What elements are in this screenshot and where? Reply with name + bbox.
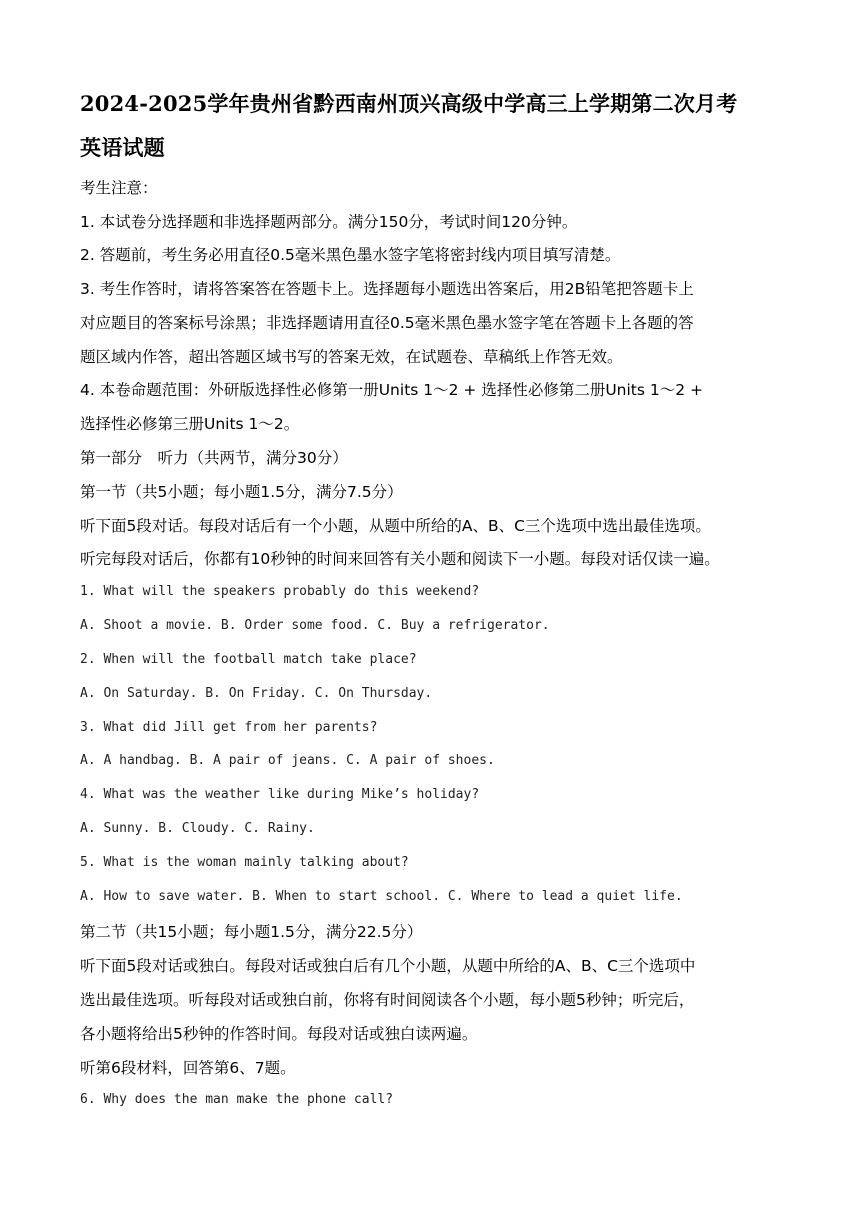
- question-options: A. Shoot a movie. B. Order some food. C. Buy a refrigerator.: [80, 618, 550, 633]
- section2-instruction: 选出最佳选项。听每段对话或独白前，你将有时间阅读各个小题，每小题5秒钟；听完后，: [80, 991, 695, 1009]
- exam-title-line1: 2024-2025学年贵州省黔西南州顶兴高级中学高三上学期第二次月考: [80, 91, 738, 116]
- question-options: A. On Saturday. B. On Friday. C. On Thursday.: [80, 686, 433, 701]
- section2-heading: 第二节（共15小题；每小题1.5分，满分22.5分）: [80, 923, 423, 941]
- notice-item-continued: 题区域内作答，超出答题区域书写的答案无效，在试题卷、草稿纸上作答无效。: [80, 348, 623, 366]
- notice-item-continued: 对应题目的答案标号涂黑；非选择题请用直径0.5毫米黑色墨水签字笔在答题卡上各题的答: [80, 314, 694, 332]
- notice-item: 1. 本试卷分选择题和非选择题两部分。满分150分，考试时间120分钟。: [80, 213, 578, 231]
- section2-instruction: 听下面5段对话或独白。每段对话或独白后有几个小题，从题中所给的A、B、C三个选项中: [80, 957, 696, 975]
- section1-heading: 第一节（共5小题；每小题1.5分，满分7.5分）: [80, 483, 403, 501]
- question-text: 1. What will the speakers probably do this weekend?: [80, 584, 480, 599]
- question-text: 2. When will the football match take place?: [80, 652, 417, 667]
- notice-item-continued: 选择性必修第三册Units 1～2。: [80, 415, 300, 433]
- question-options: A. Sunny. B. Cloudy. C. Rainy.: [80, 821, 315, 836]
- material6-heading: 听第6段材料，回答第6、7题。: [80, 1059, 296, 1077]
- section1-instruction: 听完每段对话后，你都有10秒钟的时间来回答有关小题和阅读下一小题。每段对话仅读一遍。: [80, 550, 720, 568]
- section2-instruction: 各小题将给出5秒钟的作答时间。每段对话或独白读两遍。: [80, 1025, 478, 1043]
- exam-title-line2: 英语试题: [80, 135, 165, 160]
- notice-item: 3. 考生作答时，请将答案答在答题卡上。选择题每小题选出答案后，用2B铅笔把答题卡上: [80, 280, 694, 298]
- section1-instruction: 听下面5段对话。每段对话后有一个小题，从题中所给的A、B、C三个选项中选出最佳选项。: [80, 517, 711, 535]
- question-text: 3. What did Jill get from her parents?: [80, 720, 378, 735]
- question-text: 6. Why does the man make the phone call?: [80, 1092, 394, 1107]
- question-options: A. How to save water. B. When to start school. C. Where to lead a quiet life.: [80, 889, 683, 904]
- notice-item: 2. 答题前，考生务必用直径0.5毫米黑色墨水签字笔将密封线内项目填写清楚。: [80, 246, 621, 264]
- notice-item: 4. 本卷命题范围：外研版选择性必修第一册Units 1～2 + 选择性必修第二册Units 1～2 +: [80, 381, 704, 399]
- question-text: 5. What is the woman mainly talking about?: [80, 855, 409, 870]
- question-text: 4. What was the weather like during Mike’s holiday?: [80, 787, 480, 802]
- notice-heading: 考生注意：: [80, 179, 158, 197]
- part1-heading: 第一部分 听力（共两节，满分30分）: [80, 449, 348, 467]
- question-options: A. A handbag. B. A pair of jeans. C. A pair of shoes.: [80, 753, 495, 768]
